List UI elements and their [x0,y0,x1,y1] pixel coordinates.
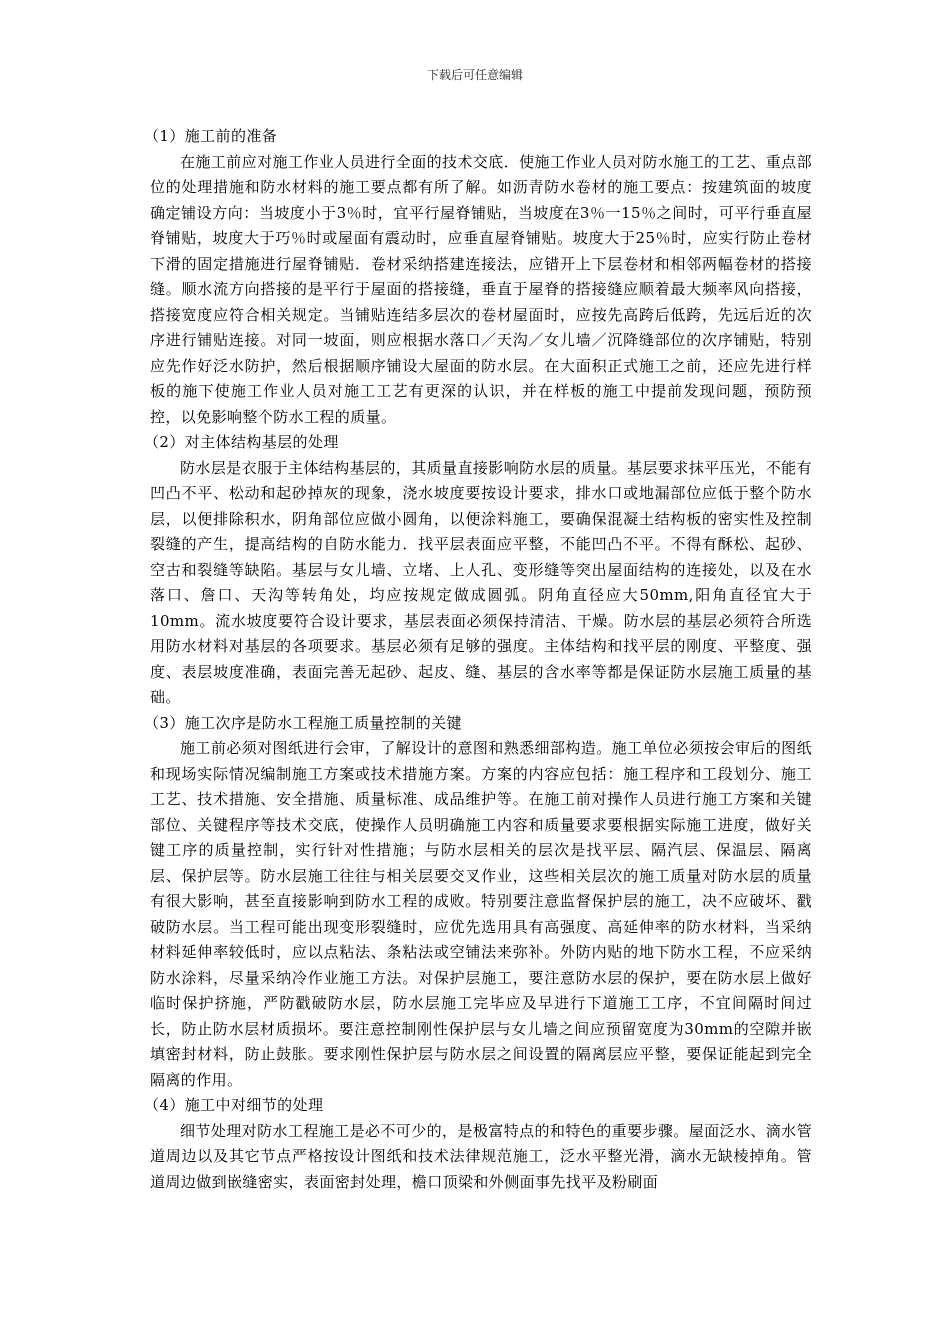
section-paragraph-3: 施工前必须对图纸进行会审，了解设计的意图和熟悉细部构造。施工单位必须按会审后的图纸和现场实际情况编制施工方案或技术措施方案。方案的内容应包括：施工程序和工段划分、施工工艺、技术措施、安全措施、质量标准、成品维护等。在施工前对操作人员进行施工方案和关键部位、关键程序等技术交底，使操作人员明确施工内容和质量要求要根据实际施工进度，做好关键工序的质量控制，实行针对性措施；与防水层相关的层次是找平层、隔汽层、保温层、隔离层、保护层等。防水层施工往往与相关层要交叉作业，这些相关层次的施工质量对防水层的质量有很大影响，甚至直接影响到防水工程的成败。特别要注意监督保护层的施工，决不应破坏、戳破防水层。当工程可能出现变形裂缝时，应优先选用具有高强度、高延伸率的防水材料，当采纳材料延伸率较低时，应以点粘法、条粘法或空铺法来弥补。外防内贴的地下防水工程，不应采纳防水涂料，尽量采纳冷作业施工方法。对保护层施工，要注意防水层的保护，要在防水层上做好临时保护挤施，严防戳破防水层，防水层施工完毕应及早进行下道施工工序，不宜间隔时间过长，防止防水层材质损坏。要注意控制刚性保护层与女儿墙之间应预留宽度为30mm的空隙并嵌填密封材料，防止鼓胀。要求刚性保护层与防水层之间设置的隔离层应平整，要保证能起到完全隔离的作用。 [150,739,812,1089]
section-paragraph-1: 在施工前应对施工作业人员进行全面的技术交底．使施工作业人员对防水施工的工艺、重点部位的处理措施和防水材料的施工要点都有所了解。如沥青防水卷材的施工要点：按建筑面的坡度确定铺设方向：当坡度小于3％时，宜平行屋脊铺贴，当坡度在3％一15％之间时，可平行垂直屋脊铺贴，坡度大于巧％时或屋面有震动时，应垂直屋脊铺贴。坡度大于25％时，应实行防止卷材下滑的固定措施进行屋脊铺贴．卷材采纳搭建连接法，应错开上下层卷材和相邻两幅卷材的搭接缝。顺水流方向搭接的是平行于屋面的搭接缝，垂直于屋脊的搭接缝应顺着最大频率风向搭接，搭接宽度应符合相关规定。当铺贴连结多层次的卷材屋面时，应按先高跨后低跨，先远后近的次序进行铺贴连接。对同一坡面，则应根据水落口／天沟／女儿墙／沉降缝部位的次序铺贴，特别应先作好泛水防护，然后根据顺序铺设大屋面的防水层。在大面积正式施工之前，还应先进行样板的施下使施工作业人员对施工工艺有更深的认识，并在样板的施工中提前发现问题，预防预控，以免影响整个防水工程的质量。 [150,152,812,426]
section-heading-1: （1）施工前的准备 [144,127,278,145]
section-heading-3: （3）施工次序是防水工程施工质量控制的关键 [144,713,462,732]
section-heading-4: （4）施工中对细节的处理 [144,1096,324,1114]
section-paragraph-2: 防水层是衣服于主体结构基层的，其质量直接影响防水层的质量。基层要求抹平压光，不能有凹凸不平、松动和起砂掉灰的现象，浇水坡度要按设计要求，排水口或地漏部位应低于整个防水层，以便排除积水，阴角部位应做小圆角，以便涂料施工，要确保混凝土结构板的密实性及控制裂缝的产生，提高结构的自防水能力．找平层表面应平整，不能凹凸不平。不得有酥松、起砂、空古和裂缝等缺陷。基层与女儿墙、立堵、上人孔、变形缝等突出屋面结构的连接处，以及在水落口、詹口、天沟等转角处，均应按规定做成圆弧。阴角直径应大50mm,阳角直径宜大于10mm。流水坡度要符合设计要求，基层表面必须保持清洁、干燥。防水层的基层必须符合所选用防水材料对基层的各项要求。基层必须有足够的强度。主体结构和找平层的刚度、平整度、强度、表层坡度准确，表面完善无起砂、起皮、缝、基层的含水率等都是保证防水层施工质量的基础。 [150,458,812,706]
section-heading-2: （2）对主体结构基层的处理 [144,433,339,451]
page-header: 下载后可任意编辑 [426,68,523,82]
section-paragraph-4: 细节处理对防水工程施工是必不可少的，是极富特点的和特色的重要步骤。屋面泛水、滴水管道周边以及其它节点严格按设计图纸和技术法律规范施工，泛水平整光滑，滴水无缺棱掉角。管道周边做到嵌缝密实，表面密封处理，檐口顶梁和外侧面事先找平及粉刷面 [150,1121,812,1191]
document-body [144,124,812,1195]
